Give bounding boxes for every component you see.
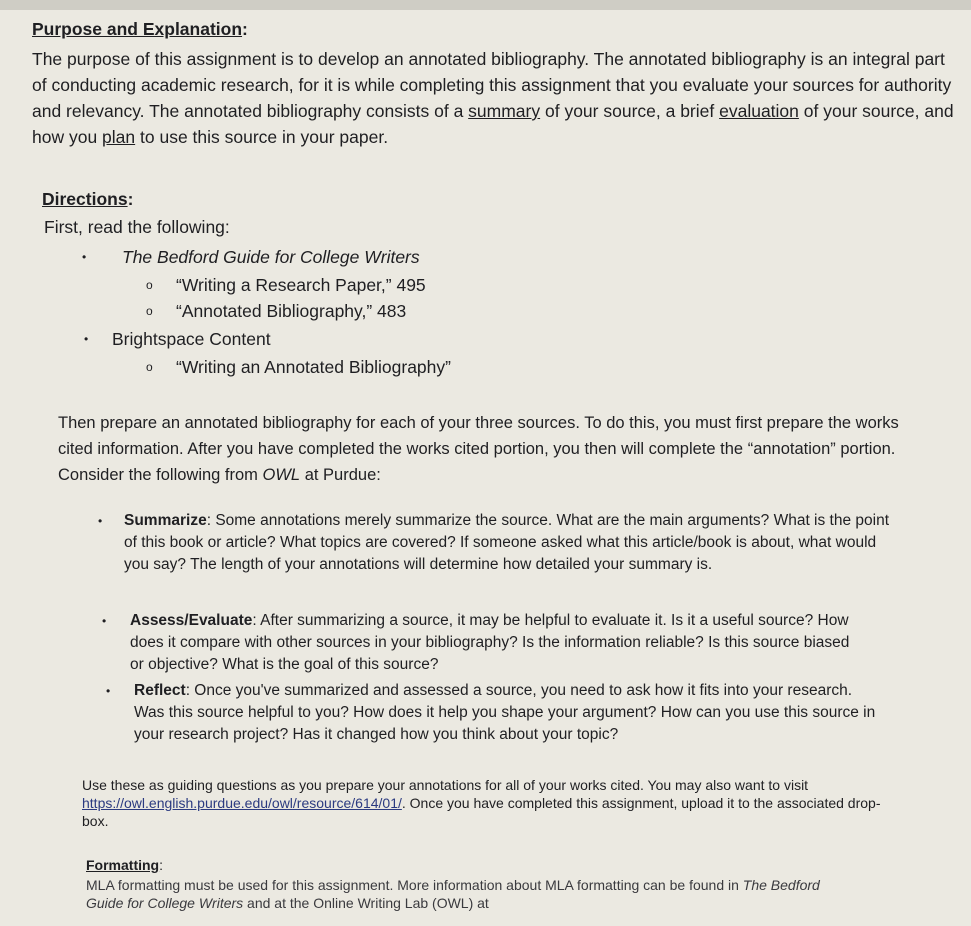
page-top-edge	[0, 0, 971, 10]
plan-term: plan	[102, 127, 136, 147]
summary-term: summary	[468, 101, 541, 121]
formatting-paragraph: MLA formatting must be used for this assignment. More information about MLA formatting can be found in The Bedford Guide for College Writers and at the Online Writing Lab (OWL) at	[86, 877, 820, 911]
reading-item-bedford: • The Bedford Guide for College Writers	[82, 247, 420, 267]
owl-point-summarize: • Summarize: Some annotations merely summarize the source. What are the main arguments? What is the point of this book or article? What topics are covered? If someone asked what this article/book is about, what would you say? The length of your annotations will determine how detailed your summary is.	[98, 512, 890, 573]
reading-subitem-research-paper: o “Writing a Research Paper,” 495	[146, 275, 426, 295]
owl-point-reflect: • Reflect: Once you've summarized and assessed a source, you need to ask how it fits into your research. Was this source helpful to you? How does it help you shape your argument? How can you use this source in your research project? Has it changed how you think about your topic?	[106, 682, 876, 743]
reading-subitem-annotated-bibliography: o “Annotated Bibliography,” 483	[146, 301, 407, 321]
formatting-heading: Formatting:	[86, 857, 163, 873]
evaluation-term: evaluation	[719, 101, 799, 121]
reading-subitem-writing-annotated-bibliography: o “Writing an Annotated Bibliography”	[146, 357, 451, 377]
purpose-paragraph: The purpose of this assignment is to develop an annotated bibliography. The annotated bibliography is an integral part of conducting academic research, for it is while completing this assignment that you evaluate your sources for authority and relevancy. The annotated bibliography consists of a summary of your source, a brief evaluation of your source, and how you plan to use this source in your paper.	[32, 49, 954, 147]
owl-resource-link[interactable]: https://owl.english.purdue.edu/owl/resource/614/01/	[82, 795, 402, 811]
guiding-paragraph: Use these as guiding questions as you prepare your annotations for all of your works cited. You may also want to visit https://owl.english.purdue.edu/owl/resource/614/01/. Once you have completed this assignment, upload it to the associated drop-box.	[82, 777, 881, 829]
purpose-heading: Purpose and Explanation:	[32, 19, 248, 39]
then-paragraph: Then prepare an annotated bibliography for each of your three sources. To do this, you must first prepare the works cited information. After you have completed the works cited portion, you then will complete the “annotation” portion. Consider the following from OWL at Purdue:	[58, 414, 899, 484]
reading-item-brightspace: • Brightspace Content	[84, 329, 271, 349]
purpose-section	[32, 16, 957, 150]
directions-intro: First, read the following:	[44, 217, 230, 237]
directions-heading: Directions:	[42, 189, 134, 209]
owl-point-assess: • Assess/Evaluate: After summarizing a source, it may be helpful to evaluate it. Is it a useful source? How does it compare with other sources in your bibliography? Is the information reliable? Is this source biased or objective? What is the goal of this source?	[102, 612, 850, 673]
